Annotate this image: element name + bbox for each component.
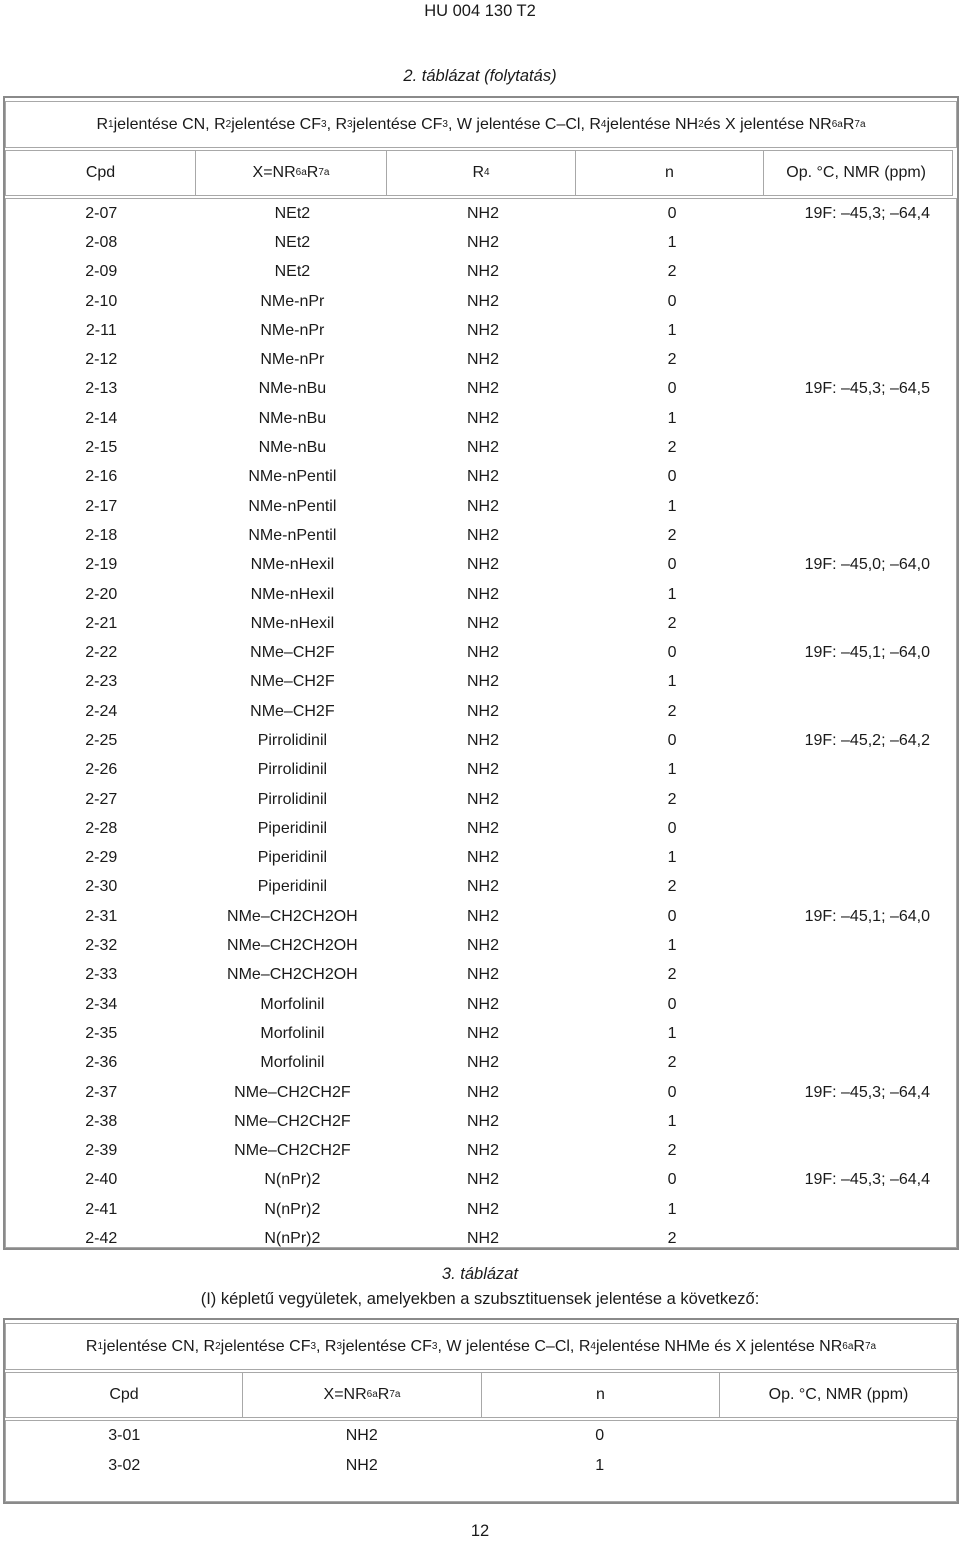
table-cell: 3-02	[108, 1457, 141, 1474]
table-cell: NH2	[466, 907, 499, 925]
table-cell: NH2	[466, 321, 499, 339]
table-cell: NMe–CH2CH2F	[234, 1142, 351, 1160]
table-cell: 2-29	[85, 849, 118, 867]
table-cell: 2-17	[85, 497, 118, 515]
table-row	[6, 316, 956, 345]
table3-body	[5, 1420, 957, 1502]
table-cell: NMe-nPr	[260, 292, 325, 310]
table-cell: 0	[667, 380, 677, 398]
table-cell: 2-12	[85, 351, 118, 369]
col-header-x: X=NR 6a R 7a	[242, 1372, 482, 1418]
table-row	[6, 228, 956, 257]
table-cell: NH2	[466, 878, 499, 896]
table-cell: NMe–CH2F	[250, 702, 335, 720]
table-row	[6, 1195, 956, 1224]
table-cell: NH2	[466, 497, 499, 515]
table-cell: NMe-nHexil	[250, 614, 335, 632]
table-row	[6, 785, 956, 814]
table-cell: NMe-nPentil	[248, 468, 337, 486]
table-row	[6, 463, 956, 492]
table-cell: NMe-nHexil	[250, 556, 335, 574]
table-cell: NMe–CH2F	[250, 673, 335, 691]
table-cell: NH2	[466, 937, 499, 955]
table-cell: NH2	[466, 644, 499, 662]
table-cell: Piperidinil	[257, 819, 328, 837]
table-cell: NH2	[466, 1200, 499, 1218]
col-header-op: Op. °C, NMR (ppm)	[763, 150, 953, 196]
table-cell: 2-38	[85, 1112, 118, 1130]
table-cell: 2-22	[85, 644, 118, 662]
document-id: HU 004 130 T2	[424, 2, 536, 20]
table-row	[6, 1137, 956, 1166]
table-row	[6, 814, 956, 843]
table-cell: 2-15	[85, 439, 118, 457]
table-cell: NH2	[466, 819, 499, 837]
table-row	[6, 404, 956, 433]
table-row	[6, 433, 956, 462]
table-cell: 2-35	[85, 1024, 118, 1042]
table-cell: 2-21	[85, 614, 118, 632]
table-cell: 19F: –45,3; –64,4	[804, 1083, 930, 1101]
table-cell: 1	[667, 233, 677, 251]
table-cell: NH2	[466, 204, 499, 222]
table-cell: 1	[667, 1112, 677, 1130]
table-row	[6, 697, 956, 726]
table-row	[6, 990, 956, 1019]
table-cell: 0	[667, 468, 677, 486]
table-row	[6, 1078, 956, 1107]
table-cell: 2-19	[85, 556, 118, 574]
table-row	[6, 756, 956, 785]
table-cell: 0	[667, 556, 677, 574]
table-cell: NMe–CH2CH2F	[234, 1112, 351, 1130]
table-cell: 2-37	[85, 1083, 118, 1101]
table-cell: 2-40	[85, 1171, 118, 1189]
table-cell: 2	[667, 439, 677, 457]
table-cell: NH2	[466, 790, 499, 808]
table-cell: 0	[595, 1427, 605, 1444]
table-row	[6, 492, 956, 521]
table-cell: 19F: –45,0; –64,0	[804, 556, 930, 574]
table3-title: 3. táblázat	[441, 1265, 519, 1283]
table-cell: 1	[667, 1200, 677, 1218]
page-number: 12	[470, 1522, 490, 1540]
table-cell: NH2	[466, 1054, 499, 1072]
table-cell: NMe-nPentil	[248, 497, 337, 515]
col-header-r4: R 4	[386, 150, 576, 196]
table-cell: Piperidinil	[257, 878, 328, 896]
table-cell: NH2	[466, 263, 499, 281]
table-cell: Morfolinil	[260, 995, 325, 1013]
table-cell: 1	[667, 673, 677, 691]
table-cell: Pirrolidinil	[257, 761, 328, 779]
table-cell: NH2	[466, 468, 499, 486]
table-cell: 1	[667, 1024, 677, 1042]
table-cell: 1	[667, 585, 677, 603]
table-cell: 2	[667, 966, 677, 984]
table-cell: 2	[667, 1230, 677, 1248]
table-cell: 1	[667, 937, 677, 955]
table-row	[6, 1166, 956, 1195]
table-cell: 2-27	[85, 790, 118, 808]
table-cell: NMe–CH2CH2F	[234, 1083, 351, 1101]
table-cell: NMe-nHexil	[250, 585, 335, 603]
table-cell: 0	[667, 644, 677, 662]
table-cell: NMe-nBu	[258, 380, 327, 398]
table-row	[6, 521, 956, 550]
table-cell: NMe–CH2CH2OH	[227, 966, 358, 984]
table-cell: 2-26	[85, 761, 118, 779]
table3	[3, 1318, 959, 1504]
table-row	[6, 580, 956, 609]
table-cell: Pirrolidinil	[257, 731, 328, 749]
table-row	[6, 902, 956, 931]
col-header-cpd: Cpd	[5, 1372, 243, 1418]
table-cell: NH2	[466, 1142, 499, 1160]
table-cell: NH2	[466, 556, 499, 574]
col-header-cpd: Cpd	[5, 150, 196, 196]
table-cell: 19F: –45,1; –64,0	[804, 907, 930, 925]
table-cell: NH2	[466, 380, 499, 398]
table-cell: 2-08	[85, 233, 118, 251]
table-cell: NMe–CH2CH2OH	[227, 937, 358, 955]
table-cell: N(nPr)2	[264, 1230, 321, 1248]
table-cell: 2-25	[85, 731, 118, 749]
table-cell: 2-31	[85, 907, 118, 925]
table-cell: 2-16	[85, 468, 118, 486]
table-cell: 2-32	[85, 937, 118, 955]
table-cell: 2	[667, 790, 677, 808]
table-cell: 2-14	[85, 409, 118, 427]
table-cell: 0	[667, 907, 677, 925]
table2-title: 2. táblázat (folytatás)	[403, 67, 557, 85]
table-cell: 2-41	[85, 1200, 118, 1218]
table2	[3, 96, 959, 1250]
table-cell: N(nPr)2	[264, 1171, 321, 1189]
table-cell: NH2	[466, 1112, 499, 1130]
table-cell: NH2	[466, 1083, 499, 1101]
table-cell: 3-01	[108, 1427, 141, 1444]
table-cell: NH2	[345, 1427, 378, 1444]
table-cell: NH2	[466, 585, 499, 603]
table-cell: 0	[667, 1171, 677, 1189]
table-cell: 2-10	[85, 292, 118, 310]
table-row	[6, 1451, 956, 1481]
table-row	[6, 551, 956, 580]
table-cell: NMe-nBu	[258, 409, 327, 427]
table-row	[6, 1019, 956, 1048]
table-cell: NH2	[466, 614, 499, 632]
table-cell: 2	[667, 1142, 677, 1160]
table-cell: 1	[667, 321, 677, 339]
table-row	[6, 1049, 956, 1078]
table-cell: Morfolinil	[260, 1054, 325, 1072]
table-cell: 2	[667, 351, 677, 369]
table-cell: Pirrolidinil	[257, 790, 328, 808]
table-cell: NEt2	[274, 233, 311, 251]
table-cell: NMe-nPr	[260, 351, 325, 369]
table-row	[6, 844, 956, 873]
table-cell: Piperidinil	[257, 849, 328, 867]
table-cell: 19F: –45,3; –64,4	[804, 1171, 930, 1189]
table-cell: 1	[667, 409, 677, 427]
table-cell: NH2	[466, 1171, 499, 1189]
table-cell: Morfolinil	[260, 1024, 325, 1042]
table-cell: NH2	[466, 292, 499, 310]
table-cell: 19F: –45,3; –64,4	[804, 204, 930, 222]
table-cell: NH2	[466, 702, 499, 720]
table-cell: NH2	[345, 1457, 378, 1474]
table-cell: 0	[667, 204, 677, 222]
table-cell: NMe-nPentil	[248, 526, 337, 544]
table-cell: 2-18	[85, 526, 118, 544]
table-cell: 1	[667, 849, 677, 867]
table-cell: 2-42	[85, 1230, 118, 1248]
table-cell: NEt2	[274, 204, 311, 222]
table-cell: NH2	[466, 351, 499, 369]
table-cell: 0	[667, 292, 677, 310]
table-cell: 2-13	[85, 380, 118, 398]
table-cell: 0	[667, 995, 677, 1013]
table-cell: NH2	[466, 409, 499, 427]
table-cell: 1	[667, 761, 677, 779]
table-cell: 2	[667, 614, 677, 632]
table-cell: NMe-nPr	[260, 321, 325, 339]
table-cell: 19F: –45,2; –64,2	[804, 731, 930, 749]
table-row	[6, 345, 956, 374]
table-cell: 2	[667, 526, 677, 544]
table3-header-row	[5, 1372, 957, 1418]
table-cell: NMe–CH2CH2OH	[227, 907, 358, 925]
table-cell: NMe–CH2F	[250, 644, 335, 662]
table-cell: 0	[667, 731, 677, 749]
table-cell: 2	[667, 702, 677, 720]
table-cell: 0	[667, 1083, 677, 1101]
table-cell: 2-23	[85, 673, 118, 691]
table-cell: NMe-nBu	[258, 439, 327, 457]
table-row	[6, 1421, 956, 1451]
table-row	[6, 375, 956, 404]
table2-condition: R 1 jelentése CN, R 2 jelentése CF 3 , R 3 jelentése CF 3 , W jelentése C–Cl, R 4 jelentése NH 2 és X jelentése NR 6a R 7a	[5, 101, 957, 148]
table-cell: 19F: –45,3; –64,5	[804, 380, 930, 398]
table-cell: 2	[667, 263, 677, 281]
table-cell: 0	[667, 819, 677, 837]
table-row	[6, 287, 956, 316]
table-cell: 2-36	[85, 1054, 118, 1072]
table-cell: NEt2	[274, 263, 311, 281]
table2-header-row	[5, 150, 957, 196]
table-row	[6, 638, 956, 667]
table-cell: 2-33	[85, 966, 118, 984]
table-cell: NH2	[466, 526, 499, 544]
table-cell: NH2	[466, 995, 499, 1013]
table-cell: NH2	[466, 439, 499, 457]
table-row	[6, 258, 956, 287]
table-cell: 2-20	[85, 585, 118, 603]
table-cell: 2-39	[85, 1142, 118, 1160]
table-row	[6, 1224, 956, 1253]
col-header-x: X=NR 6a R 7a	[195, 150, 387, 196]
table-row	[6, 873, 956, 902]
table-cell: NH2	[466, 1230, 499, 1248]
table-cell: 2-30	[85, 878, 118, 896]
table-row	[6, 668, 956, 697]
table-cell: 19F: –45,1; –64,0	[804, 644, 930, 662]
table-cell: 2-28	[85, 819, 118, 837]
table-row	[6, 609, 956, 638]
table-cell: 2-34	[85, 995, 118, 1013]
table-cell: NH2	[466, 761, 499, 779]
table-cell: NH2	[466, 233, 499, 251]
table-cell: 1	[595, 1457, 605, 1474]
table-cell: NH2	[466, 1024, 499, 1042]
col-header-n: n	[575, 150, 764, 196]
table-cell: 1	[667, 497, 677, 515]
table-row	[6, 1107, 956, 1136]
table-cell: 2-09	[85, 263, 118, 281]
table-cell: 2	[667, 878, 677, 896]
table-row	[6, 199, 956, 228]
table3-description: (I) képletű vegyületek, amelyekben a szubsztituensek jelentése a következő:	[200, 1290, 760, 1308]
table-cell: N(nPr)2	[264, 1200, 321, 1218]
table-row	[6, 726, 956, 755]
table-row	[6, 961, 956, 990]
col-header-op: Op. °C, NMR (ppm)	[719, 1372, 958, 1418]
table-cell: NH2	[466, 966, 499, 984]
table-cell: 2-07	[85, 204, 118, 222]
table2-body	[5, 198, 957, 1248]
table-cell: 2-24	[85, 702, 118, 720]
table-row	[6, 931, 956, 960]
table-cell: NH2	[466, 673, 499, 691]
table-cell: NH2	[466, 849, 499, 867]
table-cell: 2	[667, 1054, 677, 1072]
table-cell: NH2	[466, 731, 499, 749]
table-cell: 2-11	[85, 321, 117, 339]
table3-condition: R 1 jelentése CN, R 2 jelentése CF 3 , R 3 jelentése CF 3 , W jelentése C–Cl, R 4 jelentése NHMe és X jelentése NR 6a R 7a	[5, 1323, 957, 1370]
col-header-n: n	[481, 1372, 720, 1418]
